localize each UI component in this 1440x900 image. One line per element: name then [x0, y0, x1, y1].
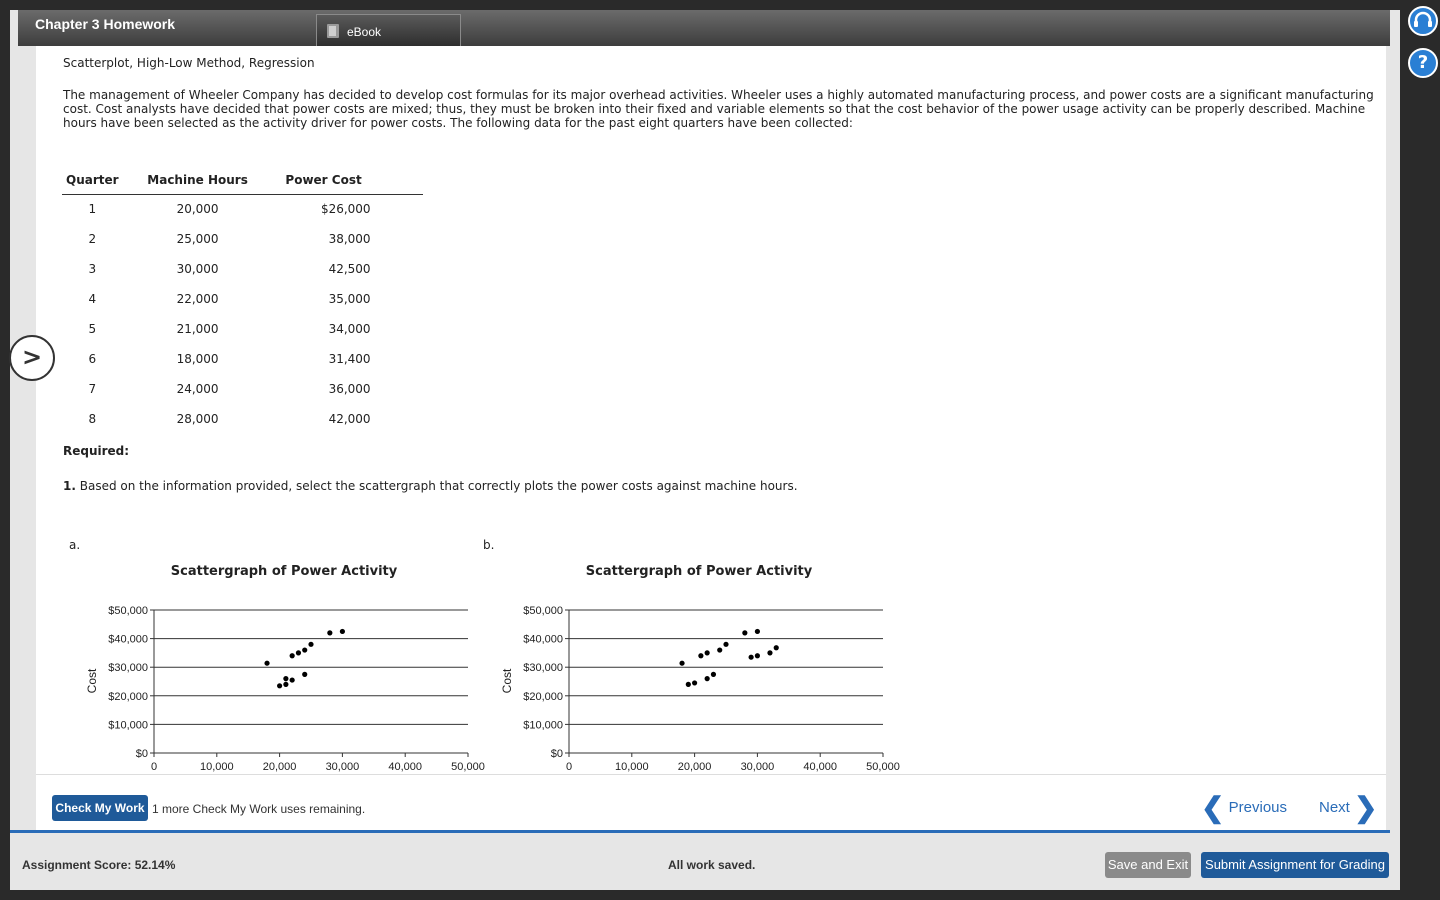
table-cell: 34,000	[328, 322, 371, 336]
question-1	[63, 479, 798, 493]
table-row	[62, 254, 423, 284]
table-header: Quarter	[62, 166, 123, 194]
data-point	[290, 677, 295, 682]
next-button[interactable]	[1319, 791, 1377, 824]
data-point	[698, 653, 703, 658]
table-cell: 3	[88, 262, 97, 276]
y-tick-label: $50,000	[523, 605, 563, 617]
x-tick-label: 50,000	[866, 761, 900, 773]
x-tick-label: 20,000	[262, 761, 297, 773]
data-point	[705, 650, 710, 655]
table-cell: 1	[88, 202, 97, 217]
y-tick-label: $40,000	[108, 633, 148, 646]
x-tick-label: 40,000	[803, 761, 838, 773]
question-text: Based on the information provided, select the scattergraph that correctly plots the power costs against machine hours.	[75, 479, 798, 493]
previous-button[interactable]	[1201, 791, 1287, 824]
chart-title: Scattergraph of Power Activity	[170, 564, 398, 579]
table-row	[62, 404, 423, 434]
data-point	[327, 630, 332, 635]
question-number: 1.	[63, 479, 76, 493]
y-tick-label: $20,000	[108, 690, 148, 703]
table-cell: 24,000	[176, 382, 219, 396]
data-point	[302, 672, 307, 677]
headset-icon[interactable]	[1408, 6, 1438, 36]
option-a-label[interactable]: a.	[69, 538, 81, 552]
data-point	[302, 647, 307, 652]
data-point	[283, 682, 288, 687]
data-point	[705, 676, 710, 681]
data-point	[264, 661, 269, 666]
book-icon	[327, 24, 339, 38]
table-header: Power Cost	[273, 166, 423, 194]
data-point	[340, 629, 345, 634]
required-label: Required:	[63, 444, 130, 458]
table-cell: 6	[88, 352, 97, 366]
data-point	[774, 645, 779, 650]
table-row	[62, 284, 423, 314]
data-point	[711, 672, 716, 677]
assignment-title: Chapter 3 Homework	[35, 16, 176, 32]
help-icon[interactable]: ?	[1408, 48, 1438, 78]
table-header: Machine Hours	[123, 166, 273, 194]
data-point	[755, 629, 760, 634]
y-tick-label: $0	[550, 748, 563, 760]
data-point	[308, 642, 313, 647]
data-point	[742, 630, 747, 635]
table-cell: 42,500	[328, 262, 371, 276]
table-cell: 8	[88, 412, 97, 426]
data-point	[755, 653, 760, 658]
save-and-exit-button[interactable]: Save and Exit	[1105, 852, 1191, 878]
data-point	[686, 682, 691, 687]
table-row	[62, 194, 423, 224]
table-cell: 20,000	[176, 202, 219, 217]
table-cell: 38,000	[328, 232, 371, 246]
y-tick-label: $30,000	[108, 662, 148, 675]
data-point	[749, 655, 754, 660]
problem-subtitle: Scatterplot, High-Low Method, Regression	[63, 56, 315, 70]
table-cell: 4	[88, 292, 97, 306]
x-tick-label: 40,000	[388, 761, 423, 773]
save-status: All work saved.	[668, 858, 756, 872]
x-tick-label: 0	[150, 761, 158, 773]
table-row	[62, 224, 423, 254]
y-tick-label: $10,000	[108, 719, 148, 732]
assignment-score: Assignment Score: 52.14%	[22, 858, 176, 872]
chevron-left-icon: ❮	[1201, 792, 1225, 823]
next-label: Next	[1319, 799, 1350, 816]
x-tick-label: 10,000	[614, 761, 649, 773]
problem-intro: The management of Wheeler Company has decided to develop cost formulas for its major overhead activities. Wheeler uses a highly automated manufacturing process, and power costs are a significant manufacturing cost. Cost analysts have decided that power costs are mixed; thus, they must be broken into their fixed and variable elements so that the cost behavior of the power usage activity can be properly described. Machine hours have been selected as the activity driver for power costs. The following data for the past eight quarters have been collected:	[63, 88, 1374, 130]
data-point	[290, 653, 295, 658]
table-cell: 2	[88, 232, 97, 246]
data-point	[679, 661, 684, 666]
check-remaining-text: 1 more Check My Work uses remaining.	[152, 802, 366, 816]
data-point	[723, 642, 728, 647]
x-tick-label: 50,000	[451, 761, 485, 773]
chevron-right-icon: ❯	[1354, 792, 1378, 823]
x-tick-label: 30,000	[740, 761, 775, 773]
x-tick-label: 10,000	[199, 761, 234, 773]
table-cell: 36,000	[328, 382, 371, 396]
y-axis-label: Cost	[500, 668, 514, 694]
tab-ebook[interactable]	[316, 14, 461, 46]
x-tick-label: 0	[565, 761, 573, 773]
x-tick-label: 20,000	[677, 761, 712, 773]
y-tick-label: $10,000	[523, 719, 563, 732]
data-point	[692, 680, 697, 685]
title-bar	[18, 10, 1390, 46]
chart-title: Scattergraph of Power Activity	[585, 564, 813, 579]
y-tick-label: $20,000	[523, 690, 563, 703]
data-point	[283, 676, 288, 681]
data-point	[717, 647, 722, 652]
data-point	[277, 683, 282, 688]
data-point	[296, 650, 301, 655]
x-tick-label: 30,000	[325, 761, 360, 773]
table-cell: $26,000	[320, 202, 371, 217]
y-tick-label: $0	[135, 748, 148, 760]
divider	[10, 830, 1390, 833]
scattergraph-a[interactable]	[56, 551, 485, 781]
table-cell: 21,000	[176, 322, 219, 336]
y-axis-label: Cost	[85, 668, 99, 694]
scattergraph-b[interactable]	[471, 551, 900, 781]
tab-ebook-label: eBook	[347, 25, 382, 39]
table-row	[62, 344, 423, 374]
table-cell: 35,000	[328, 292, 371, 306]
table-cell: 5	[88, 322, 97, 336]
problem-content	[36, 46, 1386, 774]
table-cell: 22,000	[176, 292, 219, 306]
table-row	[62, 314, 423, 344]
data-table	[62, 166, 423, 434]
check-my-work-button[interactable]: Check My Work	[52, 795, 148, 821]
y-tick-label: $40,000	[523, 633, 563, 646]
table-cell: 25,000	[176, 232, 219, 246]
table-cell: 18,000	[176, 352, 219, 366]
table-cell: 30,000	[176, 262, 219, 276]
expand-toggle-icon[interactable]: >	[9, 335, 55, 381]
table-cell: 42,000	[328, 412, 371, 426]
data-point	[767, 650, 772, 655]
previous-label: Previous	[1228, 799, 1287, 816]
y-tick-label: $30,000	[523, 662, 563, 675]
check-work-bar	[36, 774, 1386, 830]
table-cell: 31,400	[328, 352, 371, 366]
bottom-bar	[10, 840, 1390, 890]
table-cell: 7	[88, 382, 97, 396]
table-cell: 28,000	[176, 412, 219, 426]
option-b-label[interactable]: b.	[483, 538, 495, 552]
submit-button[interactable]: Submit Assignment for Grading	[1201, 852, 1389, 878]
table-row	[62, 374, 423, 404]
y-tick-label: $50,000	[108, 605, 148, 617]
